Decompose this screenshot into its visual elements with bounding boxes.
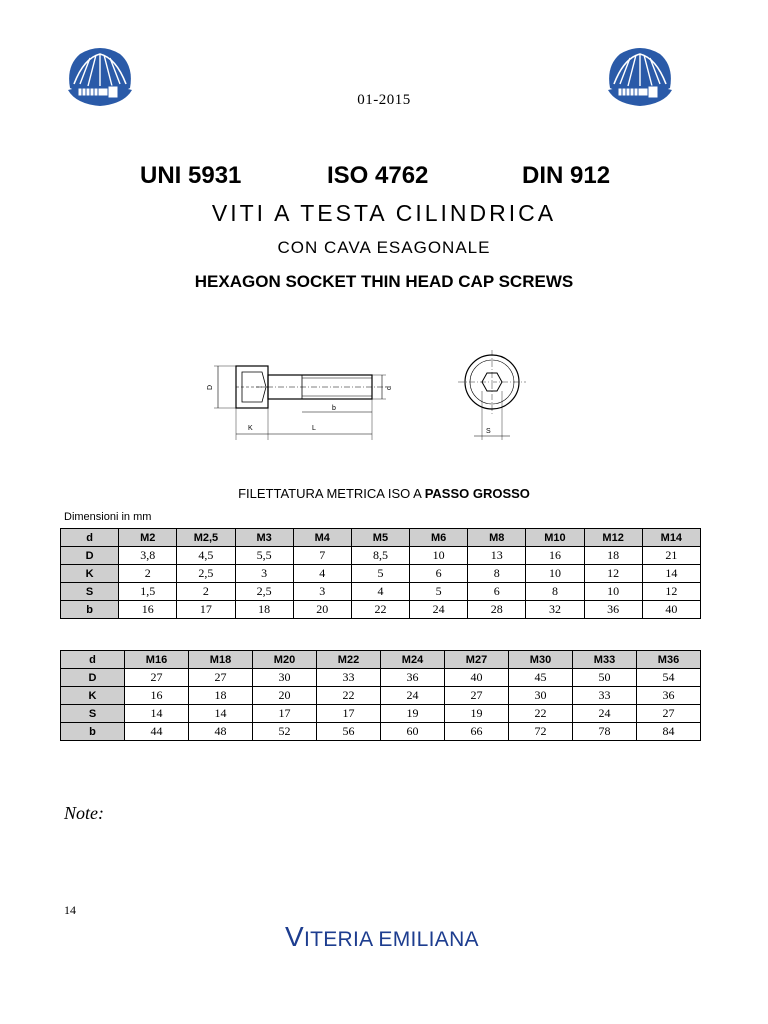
value-cell: 6 (468, 583, 526, 601)
header-cell: M20 (253, 651, 317, 669)
header-cell: M3 (235, 529, 293, 547)
table-header-row (61, 529, 701, 547)
header-cell: M36 (637, 651, 701, 669)
value-cell: 36 (637, 687, 701, 705)
value-cell: 27 (189, 669, 253, 687)
value-cell: 2,5 (177, 565, 235, 583)
value-cell: 10 (410, 547, 468, 565)
row-label-cell: b (61, 723, 125, 741)
table-row (61, 565, 701, 583)
value-cell: 1,5 (119, 583, 177, 601)
row-label-cell: S (61, 583, 119, 601)
thread-caption (0, 486, 768, 501)
row-label-cell: D (61, 669, 125, 687)
header-cell: M4 (293, 529, 351, 547)
label-L: L (312, 425, 316, 432)
value-cell: 12 (642, 583, 700, 601)
row-label-cell: D (61, 547, 119, 565)
value-cell: 60 (381, 723, 445, 741)
table-row (61, 547, 701, 565)
table-row (61, 583, 701, 601)
spec-table-small (60, 528, 701, 619)
value-cell: 3 (293, 583, 351, 601)
value-cell: 33 (317, 669, 381, 687)
value-cell: 32 (526, 601, 584, 619)
header-cell: M2 (119, 529, 177, 547)
value-cell: 78 (573, 723, 637, 741)
header-cell: M14 (642, 529, 700, 547)
label-K: K (248, 425, 253, 432)
header-cell: M33 (573, 651, 637, 669)
row-label-cell: S (61, 705, 125, 723)
header-cell: M10 (526, 529, 584, 547)
value-cell: 54 (637, 669, 701, 687)
value-cell: 12 (584, 565, 642, 583)
value-cell: 50 (573, 669, 637, 687)
value-cell: 14 (189, 705, 253, 723)
value-cell: 17 (177, 601, 235, 619)
value-cell: 27 (637, 705, 701, 723)
table-header-row (61, 651, 701, 669)
value-cell: 20 (253, 687, 317, 705)
dimensions-note: Dimensioni in mm (64, 511, 152, 523)
value-cell: 18 (235, 601, 293, 619)
value-cell: 8 (526, 583, 584, 601)
value-cell: 16 (125, 687, 189, 705)
value-cell: 14 (125, 705, 189, 723)
value-cell: 4 (351, 583, 409, 601)
row-label-cell: b (61, 601, 119, 619)
value-cell: 45 (509, 669, 573, 687)
table-row (61, 723, 701, 741)
value-cell: 66 (445, 723, 509, 741)
value-cell: 18 (189, 687, 253, 705)
value-cell: 5,5 (235, 547, 293, 565)
title-italian-main: VITI A TESTA CILINDRICA (211, 200, 557, 226)
header-cell: d (61, 529, 119, 547)
value-cell: 22 (509, 705, 573, 723)
header-cell: M18 (189, 651, 253, 669)
value-cell: 40 (445, 669, 509, 687)
value-cell: 3,8 (119, 547, 177, 565)
spec-table-large (60, 650, 701, 741)
document-date: 01-2015 (357, 92, 411, 108)
table-row (61, 669, 701, 687)
label-S: S (486, 428, 491, 435)
title-italian-sub: CON CAVA ESAGONALE (277, 238, 491, 257)
label-D: D (207, 384, 214, 390)
label-d: d (386, 386, 393, 390)
value-cell: 2 (119, 565, 177, 583)
value-cell: 22 (351, 601, 409, 619)
value-cell: 72 (509, 723, 573, 741)
brand-rest: ITERIA EMILIANA (303, 928, 479, 951)
value-cell: 21 (642, 547, 700, 565)
value-cell: 84 (637, 723, 701, 741)
thread-prefix: FILETTATURA METRICA ISO A (238, 486, 425, 501)
value-cell: 2,5 (235, 583, 293, 601)
value-cell: 44 (125, 723, 189, 741)
value-cell: 22 (317, 687, 381, 705)
value-cell: 24 (381, 687, 445, 705)
value-cell: 20 (293, 601, 351, 619)
value-cell: 19 (381, 705, 445, 723)
value-cell: 3 (235, 565, 293, 583)
value-cell: 4,5 (177, 547, 235, 565)
value-cell: 56 (317, 723, 381, 741)
header-cell: d (61, 651, 125, 669)
value-cell: 30 (509, 687, 573, 705)
value-cell: 10 (584, 583, 642, 601)
value-cell: 28 (468, 601, 526, 619)
table-row (61, 601, 701, 619)
value-cell: 2 (177, 583, 235, 601)
value-cell: 5 (351, 565, 409, 583)
value-cell: 16 (119, 601, 177, 619)
row-label-cell: K (61, 565, 119, 583)
label-b: b (332, 405, 336, 412)
thread-bold: PASSO GROSSO (424, 486, 530, 501)
standard-uni: UNI 5931 (140, 162, 242, 189)
value-cell: 40 (642, 601, 700, 619)
value-cell: 7 (293, 547, 351, 565)
header-cell: M30 (509, 651, 573, 669)
value-cell: 8 (468, 565, 526, 583)
value-cell: 17 (317, 705, 381, 723)
header-cell: M24 (381, 651, 445, 669)
value-cell: 14 (642, 565, 700, 583)
value-cell: 52 (253, 723, 317, 741)
standard-iso: ISO 4762 (327, 162, 429, 189)
value-cell: 33 (573, 687, 637, 705)
value-cell: 18 (584, 547, 642, 565)
value-cell: 8,5 (351, 547, 409, 565)
header-cell: M27 (445, 651, 509, 669)
value-cell: 17 (253, 705, 317, 723)
screw-technical-drawing (196, 348, 536, 444)
header-cell: M16 (125, 651, 189, 669)
brand-initial: V (285, 921, 304, 952)
value-cell: 10 (526, 565, 584, 583)
note-label: Note: (64, 803, 104, 823)
brand-logo-text (285, 921, 479, 953)
header-cell: M6 (410, 529, 468, 547)
value-cell: 6 (410, 565, 468, 583)
value-cell: 5 (410, 583, 468, 601)
table-row (61, 687, 701, 705)
title-english: HEXAGON SOCKET THIN HEAD CAP SCREWS (194, 272, 574, 291)
value-cell: 36 (381, 669, 445, 687)
value-cell: 30 (253, 669, 317, 687)
header-cell: M12 (584, 529, 642, 547)
value-cell: 36 (584, 601, 642, 619)
value-cell: 48 (189, 723, 253, 741)
value-cell: 13 (468, 547, 526, 565)
table-row (61, 705, 701, 723)
header-cell: M2,5 (177, 529, 235, 547)
header-cell: M8 (468, 529, 526, 547)
standard-din: DIN 912 (522, 162, 611, 189)
value-cell: 27 (445, 687, 509, 705)
row-label-cell: K (61, 687, 125, 705)
header-cell: M22 (317, 651, 381, 669)
value-cell: 27 (125, 669, 189, 687)
header-cell: M5 (351, 529, 409, 547)
page-number: 14 (64, 903, 76, 917)
value-cell: 16 (526, 547, 584, 565)
value-cell: 4 (293, 565, 351, 583)
value-cell: 19 (445, 705, 509, 723)
value-cell: 24 (410, 601, 468, 619)
value-cell: 24 (573, 705, 637, 723)
